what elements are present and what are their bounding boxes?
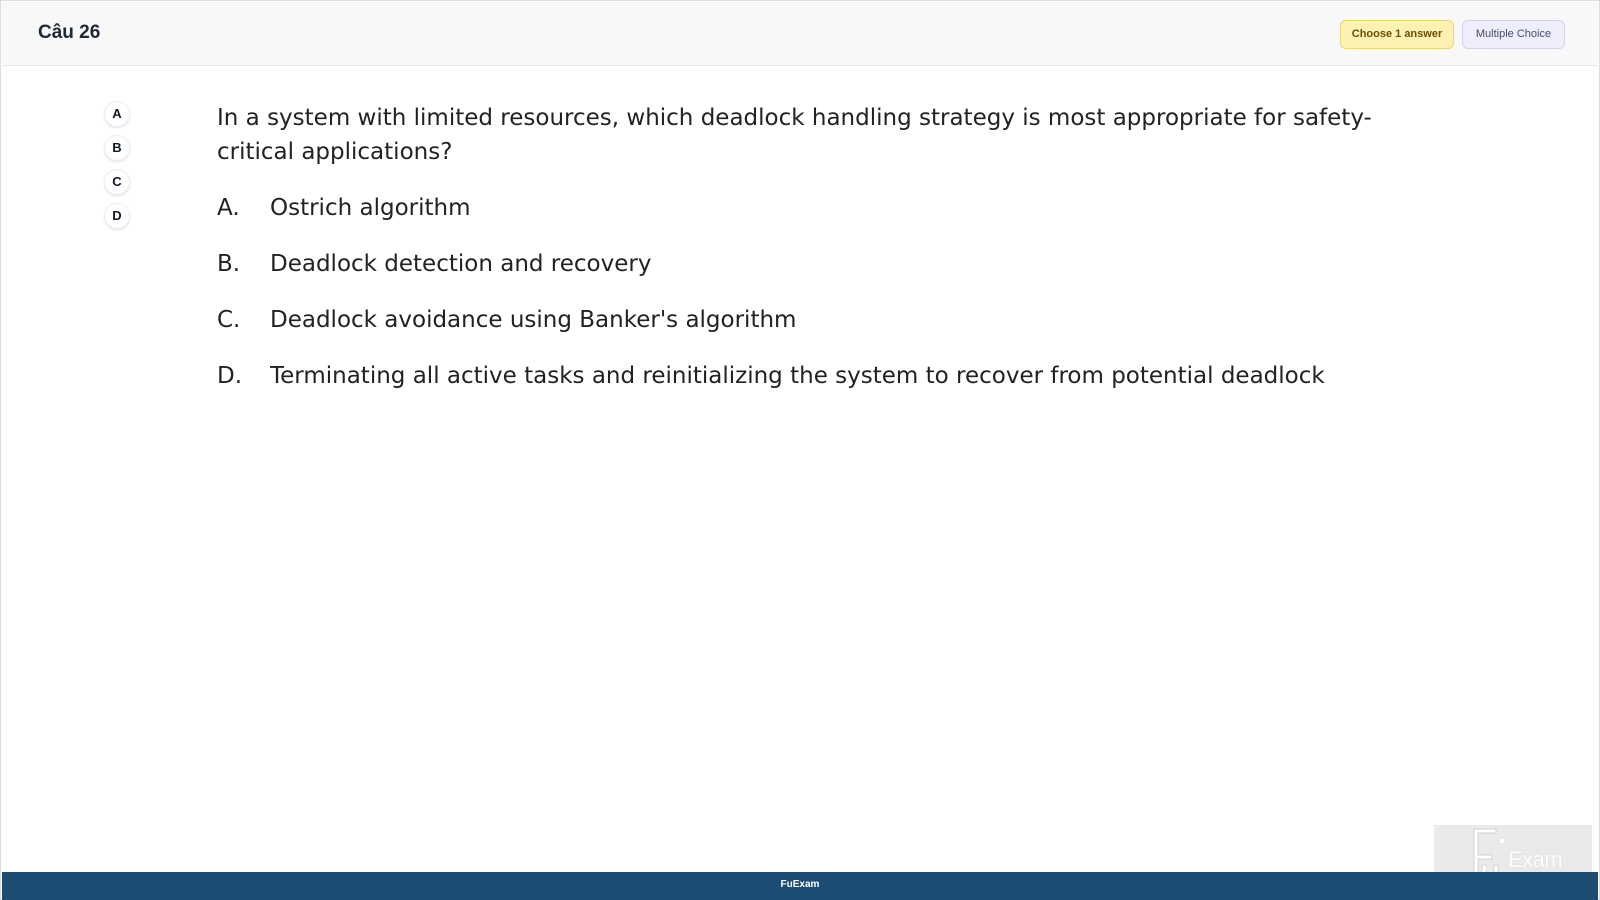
option-text: Terminating all active tasks and reinitializing the system to recover from potential deadlock xyxy=(270,363,1325,389)
option-letter: B. xyxy=(217,251,241,277)
option-text: Ostrich algorithm xyxy=(270,195,471,221)
answer-nav-c[interactable]: C xyxy=(104,169,130,195)
answer-nav-a[interactable]: A xyxy=(104,101,130,127)
option-letter: C. xyxy=(217,307,241,333)
option-d[interactable] xyxy=(217,359,1417,415)
footer-bar xyxy=(2,872,1598,900)
answer-nav-b[interactable]: B xyxy=(104,135,130,161)
question-type-badge: Multiple Choice xyxy=(1462,20,1565,49)
question-text: In a system with limited resources, which deadlock handling strategy is most appropriate for safety-critical applications? xyxy=(217,105,1372,165)
option-text: Deadlock detection and recovery xyxy=(270,251,652,277)
option-letter: A. xyxy=(217,195,240,221)
option-b[interactable] xyxy=(217,247,1417,303)
option-c[interactable] xyxy=(217,303,1417,359)
answer-options xyxy=(217,191,1417,415)
answer-nav-d[interactable]: D xyxy=(104,203,130,229)
option-a[interactable] xyxy=(217,191,1417,247)
footer-brand: FuExam xyxy=(780,879,820,890)
option-letter: D. xyxy=(217,363,243,389)
choose-answer-badge: Choose 1 answer xyxy=(1340,20,1454,49)
option-text: Deadlock avoidance using Banker's algorithm xyxy=(270,307,797,333)
question-header xyxy=(2,2,1598,66)
question-number-title: Câu 26 xyxy=(38,22,101,43)
watermark-text: Exam xyxy=(1508,847,1563,872)
answer-nav xyxy=(104,101,130,237)
